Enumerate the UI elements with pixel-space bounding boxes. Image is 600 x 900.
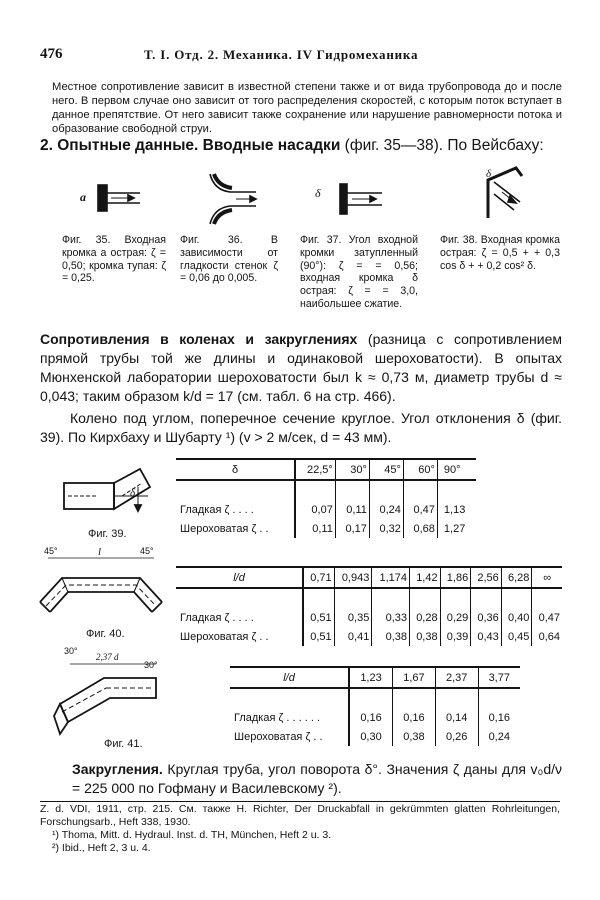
bends-heading: Сопротивления в коленах и закруглениях: [40, 331, 358, 347]
table40-cell: 0,64: [538, 630, 560, 643]
table41-cell: 0,26: [435, 727, 478, 746]
table40-cell: 0,45: [501, 627, 532, 646]
table39-col-0: 22,5°: [295, 459, 335, 480]
table39-col-2: 45°: [369, 459, 403, 480]
table40-row1-label: Шероховатая ζ . .: [176, 627, 303, 646]
table41-cell: 0,16: [393, 708, 436, 727]
table-fig39: [176, 458, 476, 538]
fig35-letter: a: [80, 190, 86, 204]
table40-row0-label: Гладкая ζ . . . .: [176, 608, 303, 627]
table40-cell: 0,28: [410, 608, 441, 627]
table40-col-2: 1,174: [372, 567, 410, 588]
table40-header-label: l/d: [176, 567, 303, 588]
table40-cell: 0,41: [334, 627, 372, 646]
fig40-angle-left: 45°: [44, 546, 58, 556]
fig41-drawing: [52, 662, 172, 742]
table40-cell: 0,51: [303, 608, 334, 627]
footnote-1: ¹) Thoma, Mitt. d. Hydraul. Inst. d. TH, München, Heft 2 u. 3.: [52, 829, 332, 841]
table40-col-4: 1,86: [440, 567, 471, 588]
table41-header-row: [230, 667, 520, 688]
table39-header-row: [176, 459, 476, 480]
table41-col-2: 2,37: [435, 667, 478, 688]
table40-col-0: 0,71: [303, 567, 334, 588]
table40-col-3: 1,42: [410, 567, 441, 588]
table41-cell: 0,38: [393, 727, 436, 746]
fig39-drawing: [62, 465, 152, 525]
table39-row0-label: Гладкая ζ . . . .: [176, 500, 295, 519]
table41-col-1: 1,67: [393, 667, 436, 688]
fig37-drawing: [330, 178, 390, 222]
roundings-paragraph: [72, 760, 562, 798]
table40-cell: 0,39: [440, 627, 471, 646]
fig41-angle-top: 30°: [64, 646, 78, 656]
table41-row1-label: Шероховатая ζ . .: [230, 727, 349, 746]
bends-paragraph-2: Колено под углом, поперечное сечение круглое. Угол отклонения δ (фиг. 39). По Кирхбаху и Шубарту ¹) (v > 2 м/сек, d = 43 мм).: [40, 410, 562, 445]
table40-cell: 0,35: [334, 608, 372, 627]
table41-header-label: l/d: [230, 667, 349, 688]
section-2-heading: [40, 137, 570, 155]
table39-cell: 1,13: [443, 503, 466, 516]
table39-col-1: 30°: [335, 459, 369, 480]
fig37-letter: δ: [315, 186, 321, 200]
roundings-heading: Закругления.: [72, 761, 163, 777]
table41-cell: 0,14: [435, 708, 478, 727]
table40-col-7: ∞: [532, 567, 562, 588]
fig39-caption: Фиг. 39.: [88, 528, 127, 540]
roundings-text: Круглая труба, угол поворота δ°. Значения ζ даны для v₀d/ν = 225 000 по Гофману и Василевскому ²).: [72, 761, 563, 796]
table40-cell: 0,51: [303, 627, 334, 646]
table41-cell: 0,30: [349, 727, 393, 746]
footnote-z: Z. d. VDI, 1911, стр. 215. См. также H. Richter, Der Druckabfall in gekrümmten glatten Rohrleitungen, Forschungsarb., Heft 338, 1930.: [40, 803, 560, 828]
table40-cell: 0,40: [501, 608, 532, 627]
fig35-drawing: [78, 180, 148, 220]
table40-header-row: [176, 567, 562, 588]
table-fig41: [230, 666, 520, 746]
bends-paragraph-1: [40, 330, 562, 406]
running-title: Т. I. Отд. 2. Механика. IV Гидромеханика: [144, 47, 419, 62]
table39-cell: 0,11: [295, 519, 335, 538]
table39-cell: 0,32: [369, 519, 403, 538]
section-2-rest: (фиг. 35—38). По Вейсбаху:: [344, 137, 544, 154]
table40-col-1: 0,943: [334, 567, 372, 588]
fig40-angle-right: 45°: [140, 546, 154, 556]
table-row: [230, 708, 520, 727]
fig40-l-label: l: [98, 546, 102, 558]
fig39-delta-label: δ: [130, 487, 136, 499]
table-fig40: [176, 566, 562, 646]
table-row: [176, 500, 476, 519]
page-header: [40, 46, 568, 66]
table39-cell: 0,47: [403, 500, 437, 519]
page-number: 476: [40, 46, 63, 62]
table39-cell: 1,27: [443, 522, 466, 535]
table41-col-0: 1,23: [349, 667, 393, 688]
table41-row0-label: Гладкая ζ . . . . . .: [230, 708, 349, 727]
fig41-caption: Фиг. 41.: [104, 738, 143, 750]
table41-cell: 0,24: [488, 730, 510, 743]
table-row: [176, 608, 562, 627]
table-row: [176, 519, 476, 538]
fig40-caption: Фиг. 40.: [86, 628, 125, 640]
section-2-title: 2. Опытные данные. Вводные насадки: [40, 137, 341, 154]
table-row: [230, 727, 520, 746]
table39-cell: 0,68: [403, 519, 437, 538]
table41-col-3: 3,77: [478, 667, 520, 688]
table40-cell: 0,38: [410, 627, 441, 646]
fig38-letter: δ: [486, 168, 492, 180]
table39-col-4: 90°: [437, 459, 476, 480]
fig41-dim: 2,37 d: [96, 652, 119, 662]
table41-cell: 0,16: [488, 711, 510, 724]
table39-cell: 0,07: [295, 500, 335, 519]
table39-header-label: δ: [176, 459, 295, 480]
table40-cell: 0,36: [471, 608, 502, 627]
table40-cell: 0,33: [372, 608, 410, 627]
table39-cell: 0,24: [369, 500, 403, 519]
fig40-drawing: [36, 556, 166, 626]
footnote-2: ²) Ibid., Heft 2, 3 u. 4.: [52, 842, 151, 854]
footnote-rule: [40, 801, 560, 802]
table40-cell: 0,47: [538, 611, 560, 624]
fig36-caption: Фиг. 36. В зависимости от гладкости стенок ζ = 0,06 до 0,005.: [180, 234, 278, 285]
table39-cell: 0,17: [335, 519, 369, 538]
table39-cell: 0,11: [335, 500, 369, 519]
table40-cell: 0,38: [372, 627, 410, 646]
table40-col-6: 6,28: [501, 567, 532, 588]
intro-paragraph: Местное сопротивление зависит в известной степени также и от вида трубопровода до и после него. В первом случае оно зависит от того распределения скоростей, с которым поток вступает в данное препятствие. От него зависит также сохранение или нарушение равномерности потока и образование свободной струи.: [52, 81, 562, 135]
bends-p1-text: (разница с сопротивлением прямой трубы той же длины и одинаковой шероховатости). В опытах Мюнхенской лаборатории шероховатости был k ≈ 0,73 м, диаметр трубы d ≈ 0,043; таким образом k/d = 17 (см. табл. 6 на стр. 466).: [40, 331, 563, 404]
table39-col-3: 60°: [403, 459, 437, 480]
table-row: [176, 627, 562, 646]
table40-col-5: 2,56: [471, 567, 502, 588]
table40-cell: 0,29: [440, 608, 471, 627]
table40-cell: 0,43: [471, 627, 502, 646]
fig38-caption: Фиг. 38. Входная кромка острая: ζ = 0,5 + + 0,3 cos δ + + 0,2 cos² δ.: [440, 234, 560, 272]
fig35-caption: Фиг. 35. Входная кромка a острая: ζ = 0,50; кромка тупая: ζ = 0,25.: [62, 234, 166, 285]
fig41-angle-right: 30°: [144, 660, 158, 670]
table41-cell: 0,16: [349, 708, 393, 727]
fig37-caption: Фиг. 37. Угол входной кромки затупленный (90°): ζ = = 0,56; входная кромка δ острая: ζ = = 3,0, наибольшее сжатие.: [300, 234, 418, 310]
table39-row1-label: Шероховатая ζ . .: [176, 519, 295, 538]
fig36-drawing: [200, 168, 260, 230]
